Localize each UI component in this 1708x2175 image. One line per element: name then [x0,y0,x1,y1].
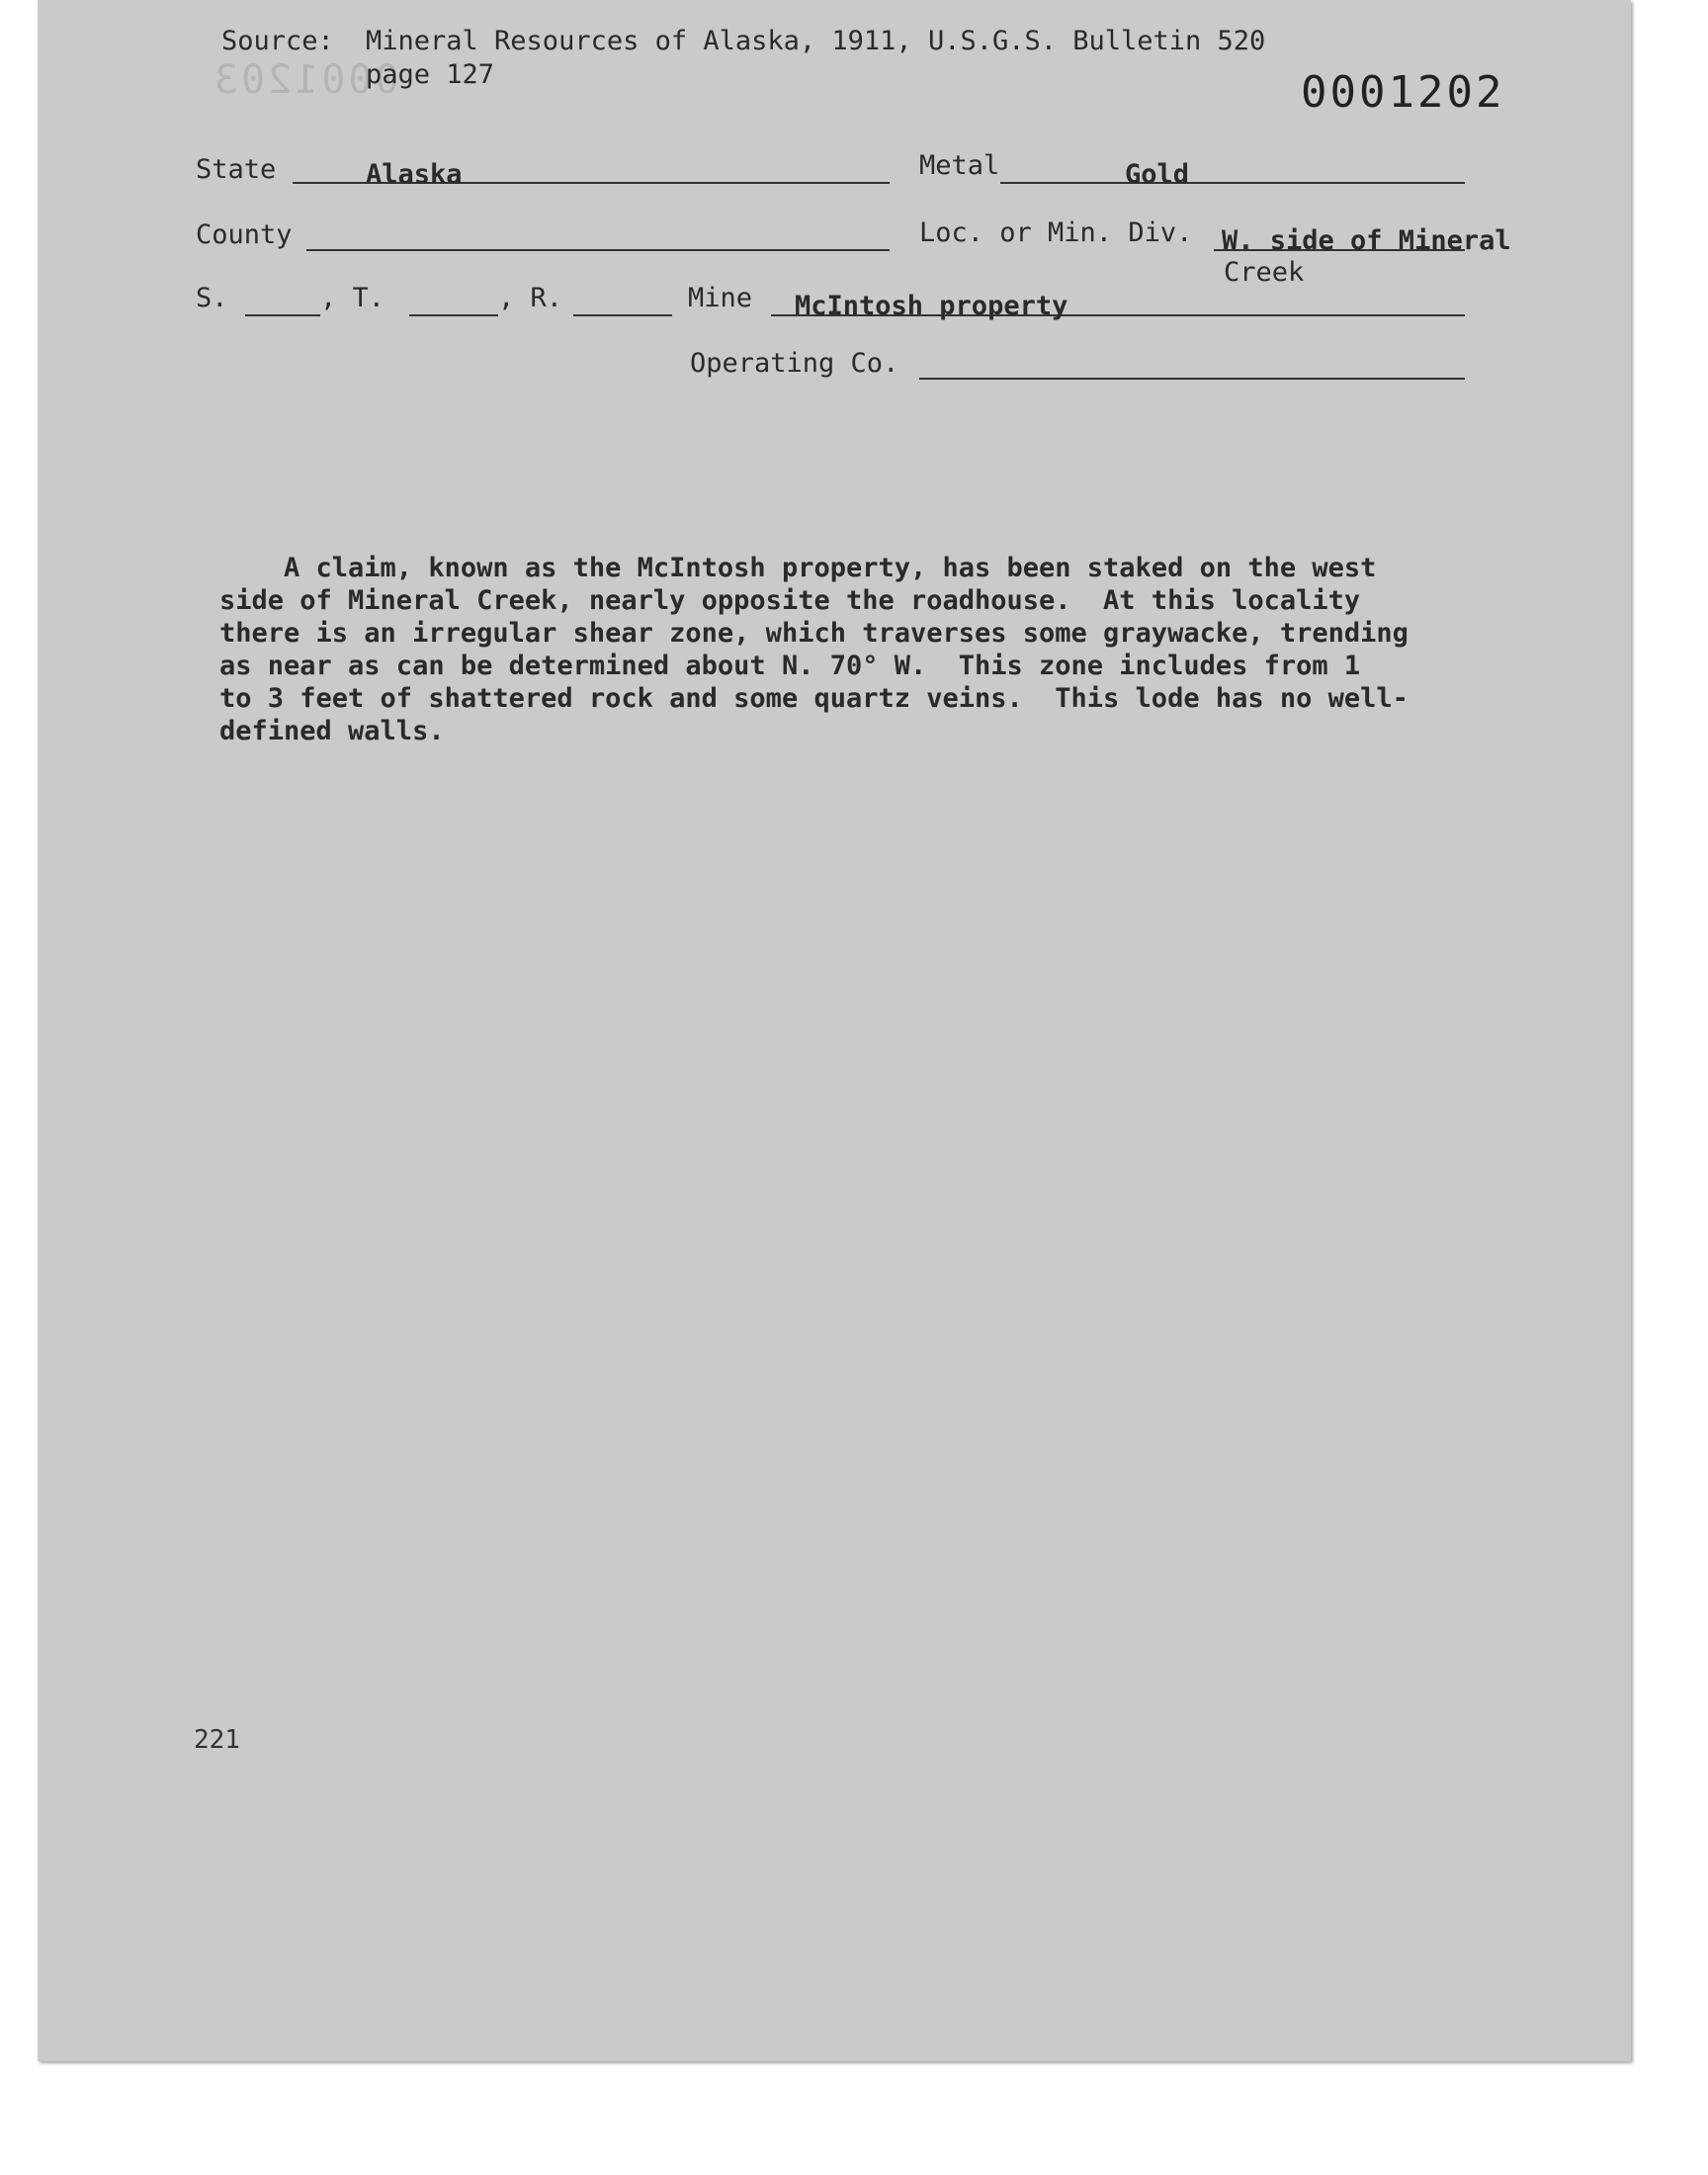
description-line: to 3 feet of shattered rock and some quartz veins. This lode has no well- [219,683,1409,714]
description-paragraph [219,552,1409,747]
location-value-line2: Creek [1224,257,1305,288]
source-label: Source: [221,26,334,56]
description-line: A claim, known as the McIntosh property, has been staked on the west [219,553,1377,583]
mine-value: McIntosh property [795,291,1068,321]
location-label: Loc. or Min. Div. [919,218,1193,248]
section-label: S. [196,283,228,313]
location-value-line1: W. side of Mineral [1222,225,1511,256]
county-line [306,249,890,251]
metal-value: Gold [1125,159,1190,190]
mine-label: Mine [688,283,753,313]
bleed-through-number: 0001203 [212,57,399,103]
metal-label: Metal [919,150,1000,181]
operating-company-line [919,378,1465,380]
section-line [245,314,320,316]
operating-company-label: Operating Co. [690,348,899,379]
page-reference: page 127 [366,59,495,90]
description-line: there is an irregular shear zone, which traverses some graywacke, trending [219,618,1409,649]
township-line [409,314,498,316]
township-label: , T. [320,283,385,313]
description-line: defined walls. [219,716,445,746]
source-text: Mineral Resources of Alaska, 1911, U.S.G.S. Bulletin 520 [366,26,1266,56]
range-label: , R. [498,283,563,313]
state-value: Alaska [366,159,463,190]
metal-line [1000,182,1465,184]
page-number: 221 [194,1725,240,1755]
range-line [573,314,672,316]
document-sheet [38,0,1631,2061]
state-label: State [196,154,277,185]
document-number: 0001202 [1301,67,1505,118]
county-label: County [196,219,293,250]
description-line: side of Mineral Creek, nearly opposite the roadhouse. At this locality [219,585,1361,616]
description-line: as near as can be determined about N. 70° W. This zone includes from 1 [219,651,1361,681]
